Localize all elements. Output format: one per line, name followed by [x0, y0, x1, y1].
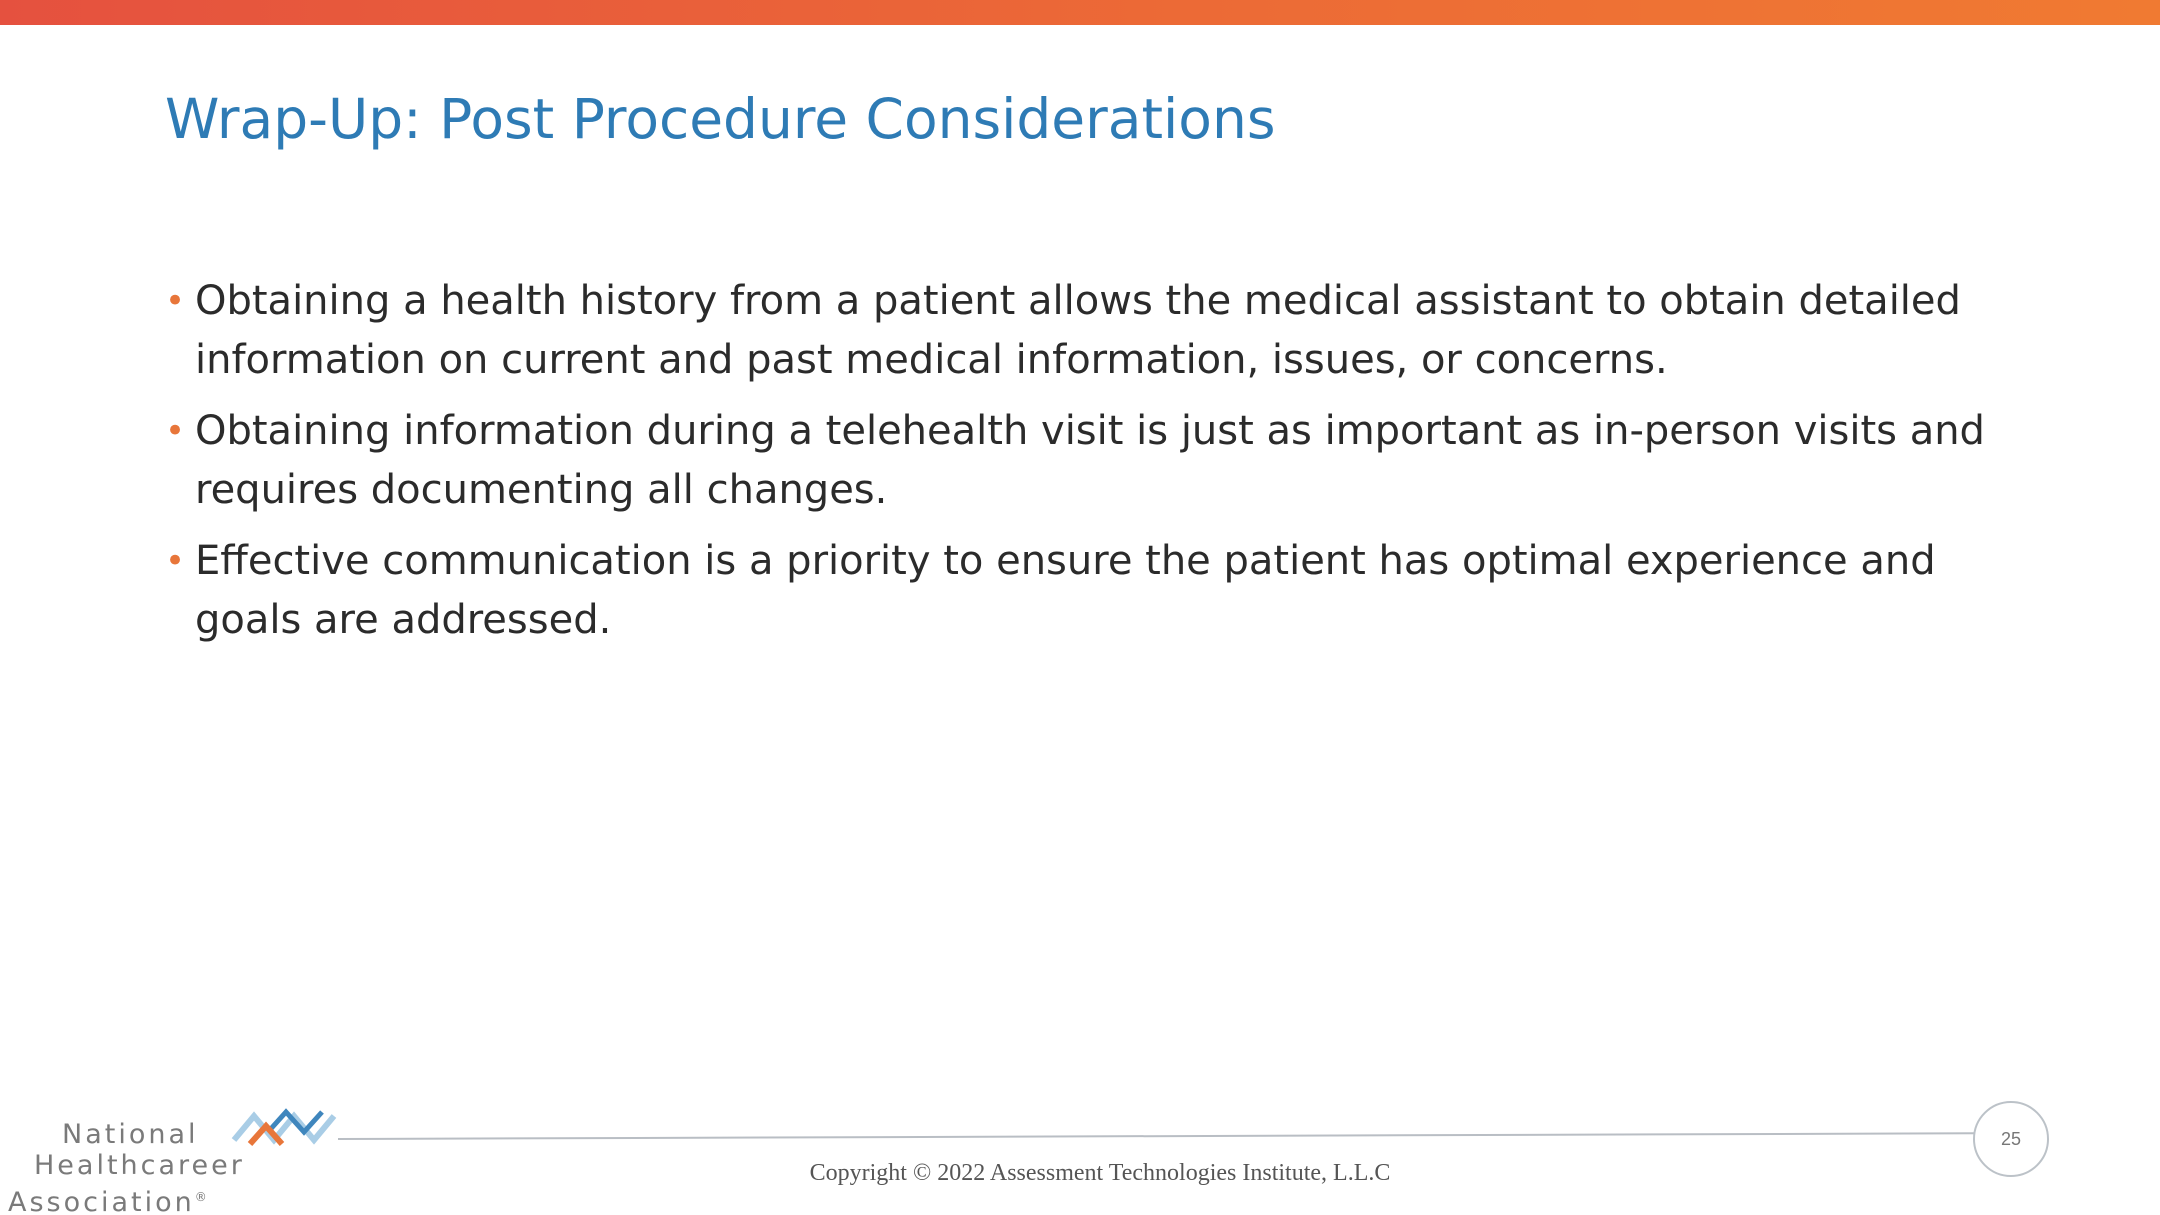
bullet-dot-icon: •: [165, 411, 186, 451]
nha-logo: [0, 1100, 340, 1215]
slide-title: Wrap-Up: Post Procedure Considerations: [165, 87, 1276, 151]
logo-line-association: Association®: [8, 1187, 207, 1215]
page-number-badge: [1973, 1101, 2049, 1177]
logo-line-healthcareer: Healthcareer: [34, 1150, 245, 1181]
bullet-dot-icon: •: [165, 281, 186, 321]
footer-divider: [338, 1132, 1975, 1140]
bullet-text: Obtaining information during a telehealth visit is just as important as in-person visits and requires documenting all changes.: [195, 408, 1985, 513]
copyright-text: Copyright © 2022 Assessment Technologies Institute, L.L.C: [809, 1160, 1391, 1186]
page-number: 25: [2000, 1128, 2022, 1149]
logo-line-national: National: [62, 1119, 199, 1150]
bullet-list: [165, 272, 2015, 662]
bullet-item: [165, 532, 2015, 650]
logo-chevron-icon: [228, 1106, 338, 1146]
bullet-text: Obtaining a health history from a patient allows the medical assistant to obtain detailed information on current and past medical information, issues, or concerns.: [195, 278, 1961, 383]
top-accent-bar: [0, 0, 2160, 25]
bullet-dot-icon: •: [165, 541, 186, 581]
bullet-item: [165, 272, 2015, 390]
bullet-item: [165, 402, 2015, 520]
bullet-text: Effective communication is a priority to ensure the patient has optimal experience and goals are addressed.: [195, 538, 1936, 643]
